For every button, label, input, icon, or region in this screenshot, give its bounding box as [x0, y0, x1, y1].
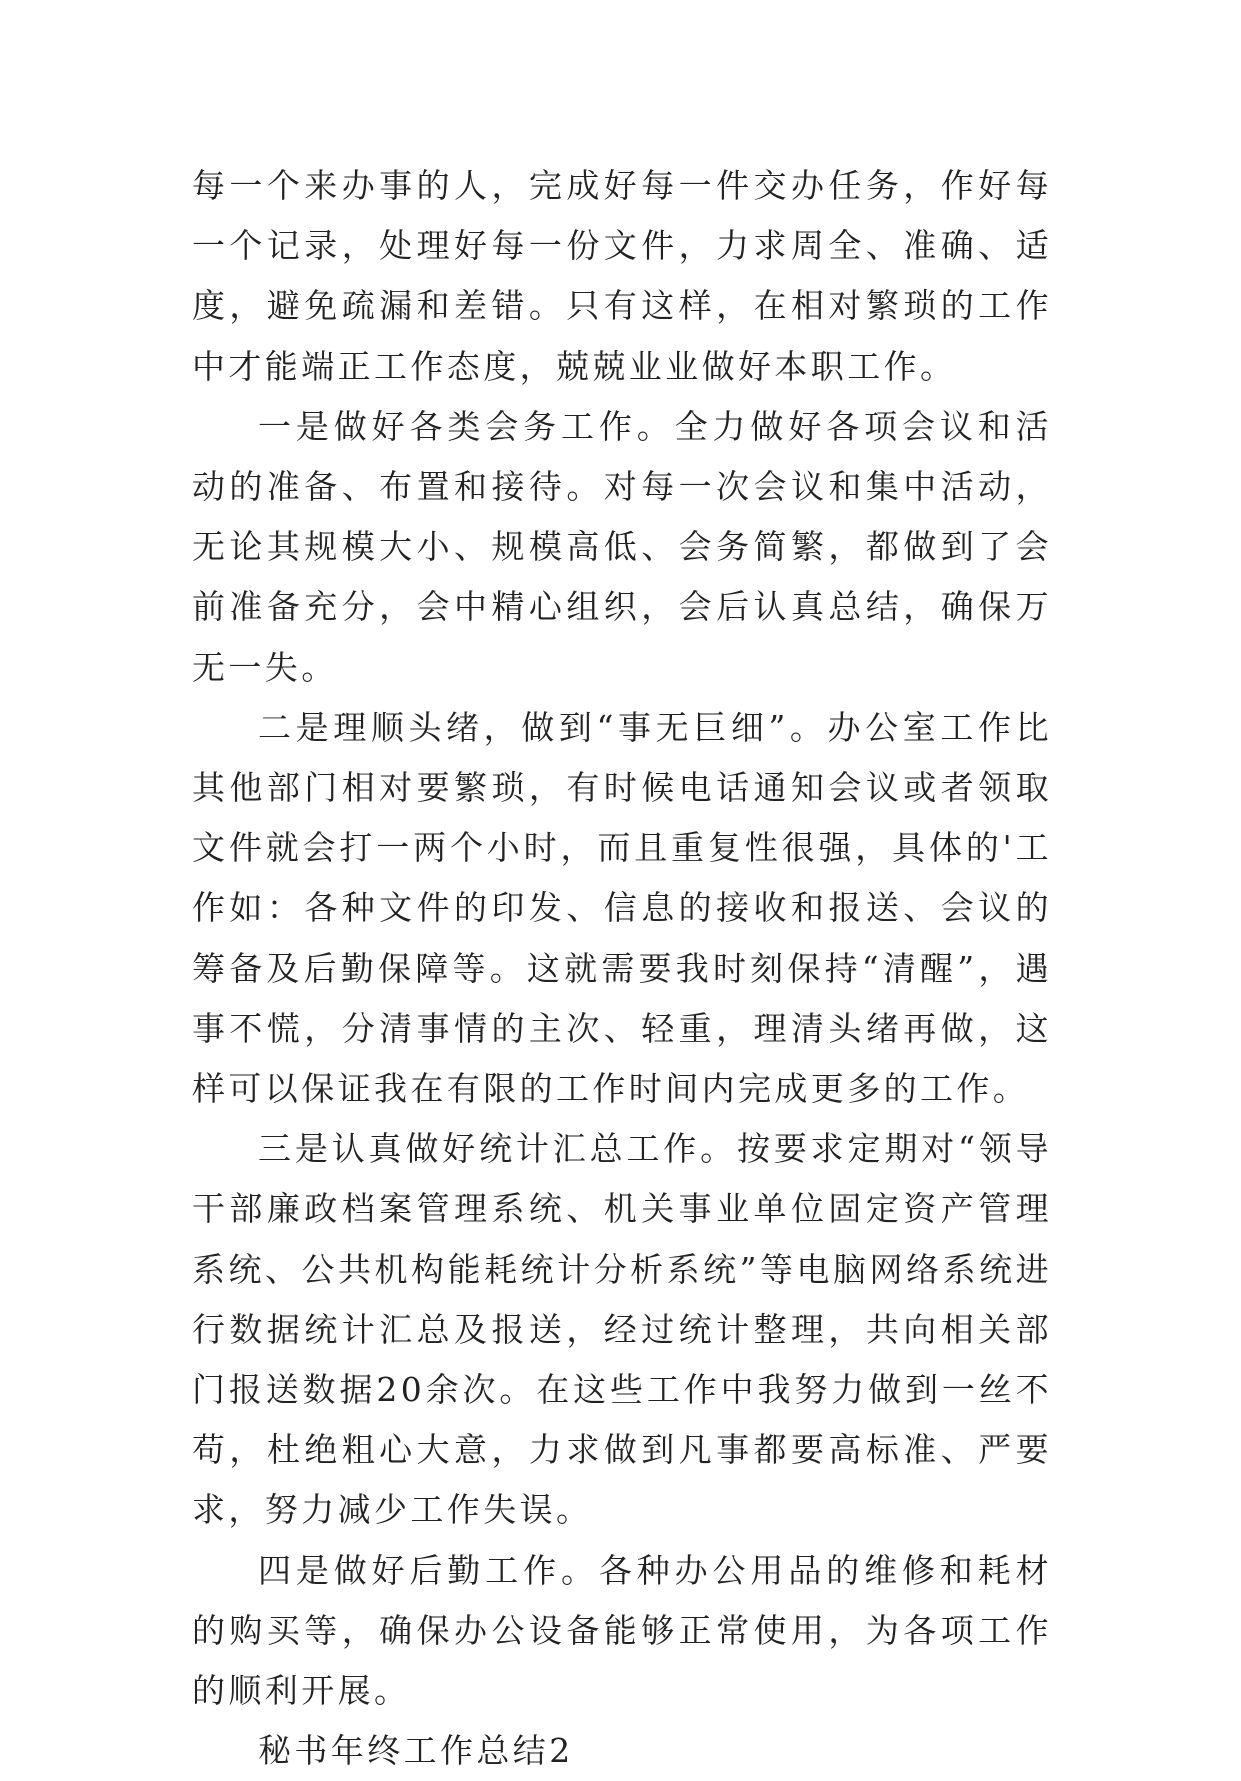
paragraph-continuation: 每一个来办事的人，完成好每一件交办任务，作好每一个记录，处理好每一份文件，力求周全、准确、适度，避免疏漏和差错。只有这样，在相对繁琐的工作中才能端正工作态度，兢兢业业做好本职工作。: [192, 166, 1052, 386]
paragraph-item-1: 一是做好各类会务工作。全力做好各项会议和活动的准备、布置和接待。对每一次会议和集中活动，无论其规模大小、规模高低、会务简繁，都做到了会前准备充分，会中精心组织，会后认真总结，确保万无一失。: [192, 406, 1052, 687]
paragraph-item-3: 三是认真做好统计汇总工作。按要求定期对“领导干部廉政档案管理系统、机关事业单位固定资产管理系统、公共机构能耗统计分析系统”等电脑网络系统进行数据统计汇总及报送，经过统计整理，共向相关部门报送数据20余次。在这些工作中我努力做到一丝不苟，杜绝粗心大意，力求做到凡事都要高标准、严要求，努力减少工作失误。: [192, 1129, 1052, 1530]
section-heading: 秘书年终工作总结2: [258, 1731, 574, 1771]
paragraph-item-2: 二是理顺头绪，做到“事无巨细”。办公室工作比其他部门相对要繁琐，有时候电话通知会议或者领取文件就会打一两个小时，而且重复性很强，具体的'工作如：各种文件的印发、信息的接收和报送、会议的筹备及后勤保障等。这就需要我时刻保持“清醒”，遇事不慌，分清事情的主次、轻重，理清头绪再做，这样可以保证我在有限的工作时间内完成更多的工作。: [192, 707, 1052, 1109]
paragraph-item-4: 四是做好后勤工作。各种办公用品的维修和耗材的购买等，确保办公设备能够正常使用，为各项工作的顺利开展。: [192, 1550, 1052, 1711]
document-body: [192, 156, 1052, 1781]
